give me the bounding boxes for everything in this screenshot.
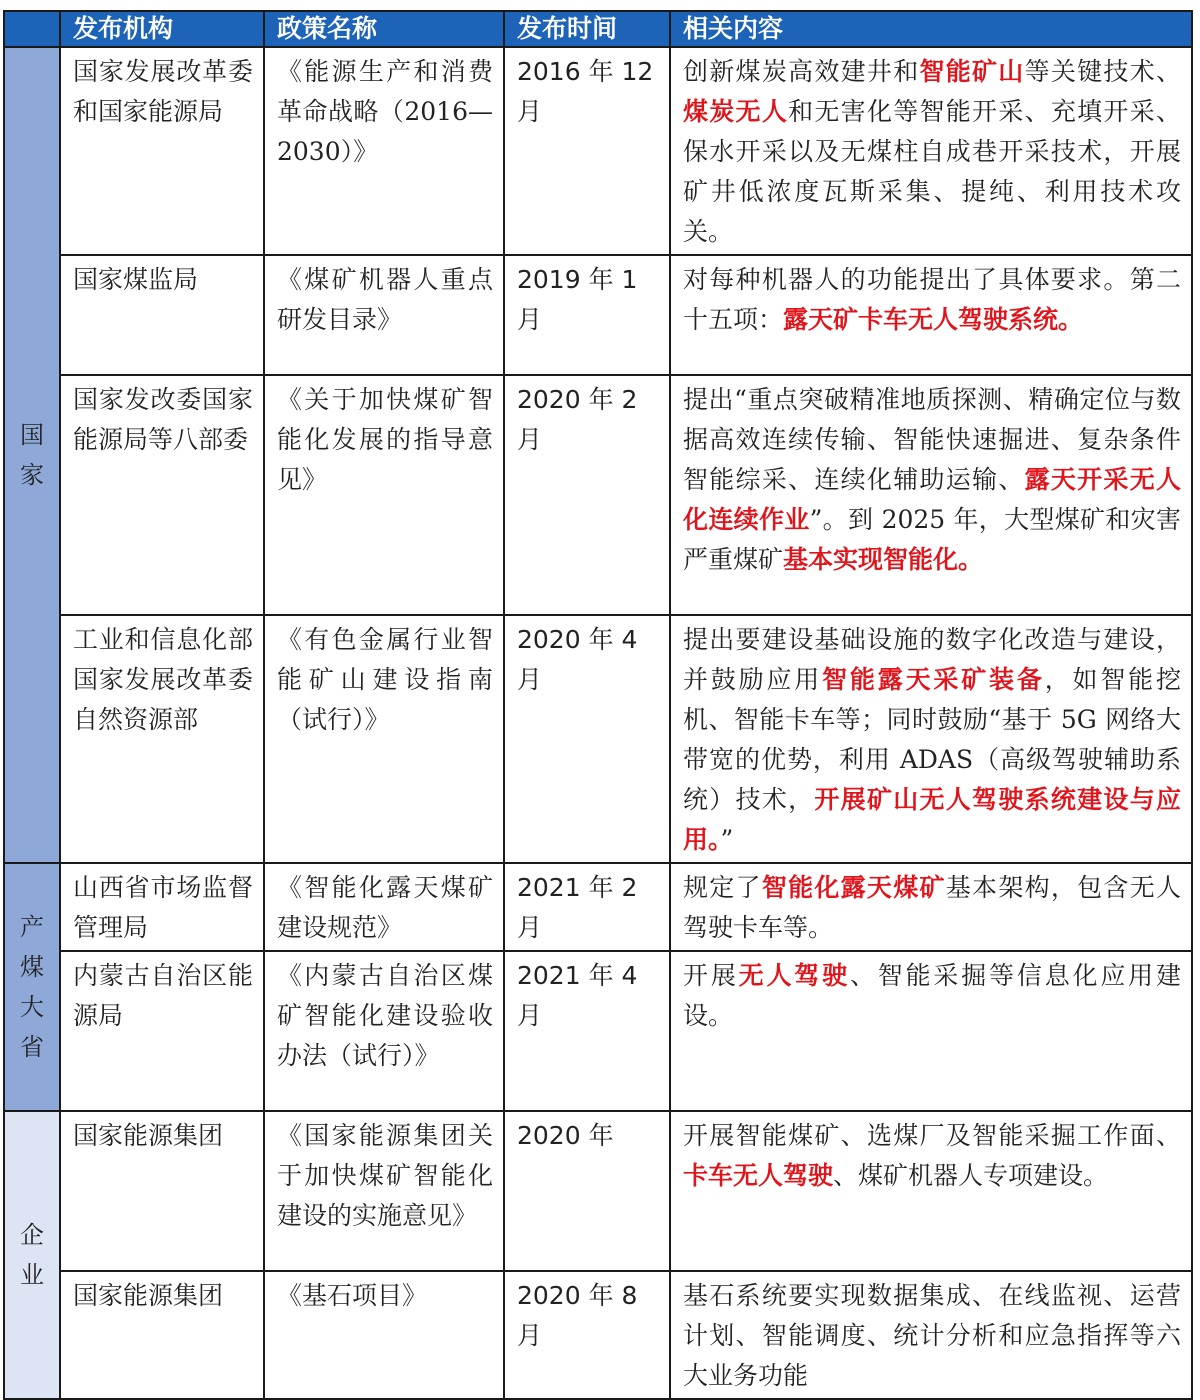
cell-content — [670, 255, 1192, 375]
content-text: 、煤矿机器人专项建设。 — [833, 1161, 1109, 1190]
cell-org: 国家煤监局 — [60, 255, 264, 375]
group-char: 国 — [20, 421, 44, 449]
table-row — [4, 47, 1192, 255]
cell-date: 2021 年 4 月 — [504, 951, 670, 1111]
content-text: 规定了 — [683, 873, 762, 902]
highlighted-text: 卡车无人驾驶 — [683, 1161, 834, 1190]
cell-content — [670, 1271, 1192, 1399]
highlighted-text: 智能矿山 — [919, 57, 1025, 86]
cell-date: 2020 年 4 月 — [504, 615, 670, 863]
policy-table — [3, 10, 1193, 1400]
cell-org: 国家发改委国家能源局等八部委 — [60, 375, 264, 615]
cell-content — [670, 47, 1192, 255]
highlighted-text: 露天矿卡车无人驾驶系统。 — [783, 305, 1084, 334]
content-text: ” — [720, 825, 734, 854]
content-text: 开展智能煤矿、选煤厂及智能采掘工作面、 — [683, 1121, 1181, 1150]
table-row — [4, 375, 1192, 615]
highlighted-text: 煤炭无人 — [683, 97, 789, 126]
content-text: 对每种机器人的功能提出了具体要求。第二十五项： — [683, 265, 1181, 334]
content-text: 、智能采掘等信息化应用建设。 — [683, 961, 1181, 1030]
content-text: 创新煤炭高效建井和 — [683, 57, 920, 86]
highlighted-text: 基本实现智能化。 — [783, 545, 984, 574]
highlighted-text: 智能化露天煤矿 — [761, 873, 946, 902]
cell-org: 内蒙古自治区能源局 — [60, 951, 264, 1111]
table-header-row — [4, 11, 1192, 47]
header-content: 相关内容 — [670, 11, 1192, 47]
content-text: 提出“重点突破精准地质探测、精确定位与数据高效连续传输、智能快速掘进、复杂条件智能综采、连续化辅助运输、 — [683, 385, 1181, 494]
group-char: 业 — [20, 1261, 44, 1289]
group-char: 产 — [20, 913, 44, 941]
highlighted-text: 开展矿山无人驾驶系统建设与应用。 — [683, 785, 1181, 854]
cell-content — [670, 1111, 1192, 1271]
cell-policy: 《煤矿机器人重点研发目录》 — [264, 255, 504, 375]
group-char: 省 — [20, 1033, 44, 1061]
cell-content — [670, 615, 1192, 863]
cell-policy: 《关于加快煤矿智能化发展的指导意见》 — [264, 375, 504, 615]
cell-org: 国家能源集团 — [60, 1271, 264, 1399]
cell-policy: 《基石项目》 — [264, 1271, 504, 1399]
cell-date: 2020 年 2 月 — [504, 375, 670, 615]
table-row — [4, 951, 1192, 1111]
group-label-provinces — [4, 863, 60, 1111]
cell-date: 2019 年 1 月 — [504, 255, 670, 375]
content-text: ，如智能挖机、智能卡车等；同时鼓励“基于 5G 网络大带宽的优势，利用 ADAS（高级驾驶辅助系统）技术， — [683, 665, 1181, 814]
group-label-enterprise — [4, 1111, 60, 1399]
cell-org: 工业和信息化部国家发展改革委自然资源部 — [60, 615, 264, 863]
highlighted-text: 无人驾驶 — [738, 961, 850, 990]
highlighted-text: 智能露天采矿装备 — [822, 665, 1045, 694]
header-date: 发布时间 — [504, 11, 670, 47]
header-policy: 政策名称 — [264, 11, 504, 47]
table-row — [4, 615, 1192, 863]
cell-date: 2020 年 8 月 — [504, 1271, 670, 1399]
header-org: 发布机构 — [60, 11, 264, 47]
cell-date: 2021 年 2 月 — [504, 863, 670, 951]
content-text: 基本架构，包含无人驾驶卡车等。 — [683, 873, 1181, 942]
content-text: ”。到 2025 年，大型煤矿和灾害严重煤矿 — [683, 505, 1181, 574]
cell-policy: 《能源生产和消费革命战略（2016—2030）》 — [264, 47, 504, 255]
highlighted-text: 露天开采无人化连续作业 — [683, 465, 1181, 534]
group-char: 煤 — [20, 953, 44, 981]
content-text: 提出要建设基础设施的数字化改造与建设，并鼓励应用 — [683, 625, 1181, 694]
cell-policy: 《智能化露天煤矿建设规范》 — [264, 863, 504, 951]
header-category — [4, 11, 60, 47]
cell-policy: 《内蒙古自治区煤矿智能化建设验收办法（试行）》 — [264, 951, 504, 1111]
table-row — [4, 1111, 1192, 1271]
cell-content — [670, 863, 1192, 951]
cell-date: 2016 年 12 月 — [504, 47, 670, 255]
cell-org: 山西省市场监督管理局 — [60, 863, 264, 951]
group-char: 大 — [20, 993, 44, 1021]
group-char: 企 — [20, 1221, 44, 1249]
table-row — [4, 255, 1192, 375]
group-char: 家 — [20, 461, 44, 489]
content-text: 基石系统要实现数据集成、在线监视、运营计划、智能调度、统计分析和应急指挥等六大业务功能 — [683, 1281, 1181, 1390]
content-text: 和无害化等智能开采、充填开采、保水开采以及无煤柱自成巷开采技术，开展矿井低浓度瓦斯采集、提纯、利用技术攻关。 — [683, 97, 1181, 246]
table-row — [4, 863, 1192, 951]
cell-content — [670, 375, 1192, 615]
table-row — [4, 1271, 1192, 1399]
cell-content — [670, 951, 1192, 1111]
content-text: 等关键技术、 — [1024, 57, 1181, 86]
content-text: 开展 — [683, 961, 739, 990]
cell-policy: 《有色金属行业智能矿山建设指南（试行）》 — [264, 615, 504, 863]
cell-date: 2020 年 — [504, 1111, 670, 1271]
cell-policy: 《国家能源集团关于加快煤矿智能化建设的实施意见》 — [264, 1111, 504, 1271]
cell-org: 国家能源集团 — [60, 1111, 264, 1271]
cell-org: 国家发展改革委和国家能源局 — [60, 47, 264, 255]
group-label-national — [4, 47, 60, 863]
